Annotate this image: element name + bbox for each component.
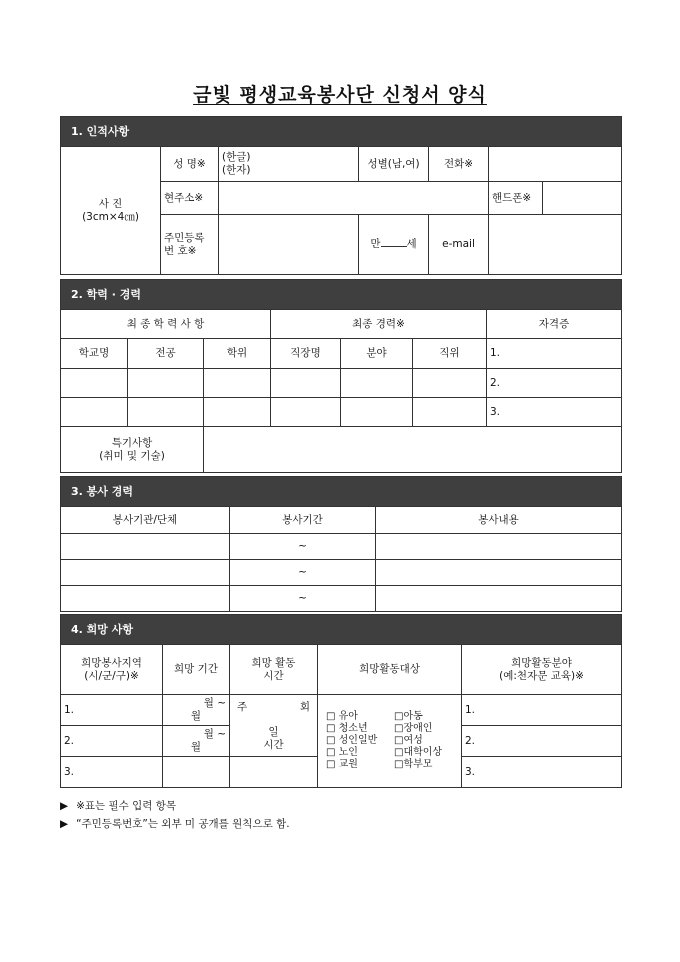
period-field-3[interactable]: [163, 757, 230, 788]
table-cell[interactable]: [204, 398, 271, 427]
special-skills-field[interactable]: [204, 427, 622, 473]
month-start-label: 월 ~: [203, 697, 226, 709]
resident-label-line2: 번 호※: [164, 244, 197, 257]
col-period: 봉사기간: [230, 507, 376, 534]
col-region-line2: (시/군/구)※: [84, 669, 139, 682]
age-prefix: 만: [370, 238, 381, 250]
checkbox-senior[interactable]: □ 노인: [326, 747, 358, 758]
month-start-label: 월 ~: [203, 728, 226, 740]
note-text: “주민등록번호”는 외부 미 공개를 원칙으로 함.: [76, 818, 290, 830]
checkbox-university[interactable]: □대학이상: [394, 747, 443, 758]
section-header-personal: 1. 인적사항: [61, 117, 622, 147]
gender-label: 성별(남,여): [359, 147, 429, 182]
career-header: 최종 경력※: [271, 310, 487, 339]
phone-field[interactable]: [489, 147, 622, 182]
checkbox-disabled[interactable]: □장애인: [394, 723, 433, 734]
table-cell[interactable]: [61, 369, 128, 398]
certificate-item-3[interactable]: 3.: [487, 398, 622, 427]
col-activity-field: [462, 645, 622, 695]
table-cell[interactable]: [204, 369, 271, 398]
special-label-line2: (취미 및 기술): [99, 449, 165, 462]
checkbox-teacher[interactable]: □ 교원: [326, 759, 358, 770]
certificate-item-2[interactable]: 2.: [487, 369, 622, 398]
triangle-icon: ▶: [60, 818, 69, 830]
col-target: 희망활동대상: [318, 645, 462, 695]
note-text: ※표는 필수 입력 항목: [76, 800, 177, 812]
period-field-1[interactable]: [163, 695, 230, 726]
table-cell[interactable]: [128, 398, 204, 427]
personal-info-table: [60, 116, 622, 275]
checkbox-parent[interactable]: □학부모: [394, 759, 433, 770]
section-header-volunteer: 3. 봉사 경력: [61, 477, 622, 507]
table-cell[interactable]: [61, 534, 230, 560]
col-region: [61, 645, 163, 695]
name-hangul-label: (한글): [222, 151, 251, 163]
table-cell[interactable]: [341, 369, 413, 398]
email-field[interactable]: [489, 215, 622, 275]
times-label: 회: [299, 701, 310, 713]
section-header-preferences: 4. 희망 사항: [61, 615, 622, 645]
table-cell[interactable]: [413, 369, 487, 398]
checkbox-child[interactable]: □아동: [394, 711, 423, 722]
activity-time-field-3[interactable]: [230, 757, 318, 788]
col-employer: 직장명: [271, 339, 341, 369]
resident-number-label: [161, 215, 219, 275]
period-cell[interactable]: ~: [230, 534, 376, 560]
email-label: e-mail: [429, 215, 489, 275]
note-1: [60, 797, 290, 815]
checkbox-infant[interactable]: □ 유아: [326, 711, 358, 722]
name-field[interactable]: [219, 147, 359, 182]
certificate-header: 자격증: [487, 310, 622, 339]
table-cell[interactable]: [61, 586, 230, 612]
age-suffix: 세: [406, 238, 417, 250]
table-cell[interactable]: [376, 560, 622, 586]
mobile-field[interactable]: [543, 182, 622, 215]
address-field[interactable]: [219, 182, 489, 215]
note-2: [60, 815, 290, 833]
week-label: 주: [237, 701, 248, 713]
table-cell[interactable]: [376, 586, 622, 612]
checkbox-adult[interactable]: □ 성인일반: [326, 735, 378, 746]
region-item-1[interactable]: 1.: [61, 695, 163, 726]
table-cell[interactable]: [271, 398, 341, 427]
col-activity-time: [230, 645, 318, 695]
col-organization: 봉사기관/단체: [61, 507, 230, 534]
hours-label: 시간: [263, 739, 284, 751]
table-cell[interactable]: [128, 369, 204, 398]
field-item-3[interactable]: 3.: [462, 757, 622, 788]
col-region-line1: 희망봉사지역: [81, 656, 142, 669]
education-header: 최 종 학 력 사 항: [61, 310, 271, 339]
photo-label: 사 진: [98, 197, 123, 210]
table-cell[interactable]: [376, 534, 622, 560]
period-cell[interactable]: ~: [230, 560, 376, 586]
table-cell[interactable]: [271, 369, 341, 398]
target-checkboxes: [318, 695, 462, 788]
col-content: 봉사내용: [376, 507, 622, 534]
table-cell[interactable]: [413, 398, 487, 427]
field-item-1[interactable]: 1.: [462, 695, 622, 726]
address-label: 현주소※: [161, 182, 219, 215]
col-time-line1: 희망 활동: [251, 656, 296, 669]
special-skills-label: [61, 427, 204, 473]
col-field-line1: 희망활동분야: [511, 656, 572, 669]
volunteer-history-table: [60, 476, 622, 612]
month-end-label: 월: [190, 710, 202, 722]
preferences-table: [60, 614, 622, 788]
month-end-label: 월: [190, 741, 202, 753]
period-field-2[interactable]: [163, 726, 230, 757]
phone-label: 전화※: [429, 147, 489, 182]
education-career-table: [60, 279, 622, 473]
field-item-2[interactable]: 2.: [462, 726, 622, 757]
form-title: 금빛 평생교육봉사단 신청서 양식: [193, 84, 487, 106]
table-cell[interactable]: [61, 560, 230, 586]
col-degree: 학위: [204, 339, 271, 369]
name-label: 성 명※: [161, 147, 219, 182]
age-field[interactable]: [359, 215, 429, 275]
table-cell[interactable]: [341, 398, 413, 427]
photo-size: (3cm×4㎝): [82, 210, 139, 223]
resident-label-line1: 주민등록: [164, 231, 205, 244]
name-hanja-label: (한자): [222, 164, 251, 176]
col-school: 학교명: [61, 339, 128, 369]
certificate-item-1[interactable]: 1.: [487, 339, 622, 369]
checkbox-youth[interactable]: □ 청소년: [326, 723, 368, 734]
col-field-line2: (예:천자문 교육)※: [499, 669, 584, 682]
resident-number-field[interactable]: [219, 215, 359, 275]
table-cell[interactable]: [61, 398, 128, 427]
checkbox-women[interactable]: □여성: [394, 735, 423, 746]
col-major: 전공: [128, 339, 204, 369]
form-notes: [60, 797, 290, 833]
activity-time-field[interactable]: [230, 695, 318, 757]
col-position: 직위: [413, 339, 487, 369]
col-field: 분야: [341, 339, 413, 369]
region-item-3[interactable]: 3.: [61, 757, 163, 788]
col-time-line2: 시간: [263, 669, 284, 682]
triangle-icon: ▶: [60, 800, 69, 812]
day-label: 일: [268, 726, 279, 738]
col-desired-period: 희망 기간: [163, 645, 230, 695]
special-label-line1: 특기사항: [111, 436, 153, 449]
period-cell[interactable]: ~: [230, 586, 376, 612]
section-header-education: 2. 학력 · 경력: [61, 280, 622, 310]
region-item-2[interactable]: 2.: [61, 726, 163, 757]
photo-box[interactable]: [61, 147, 161, 275]
mobile-label: 핸드폰※: [489, 182, 543, 215]
